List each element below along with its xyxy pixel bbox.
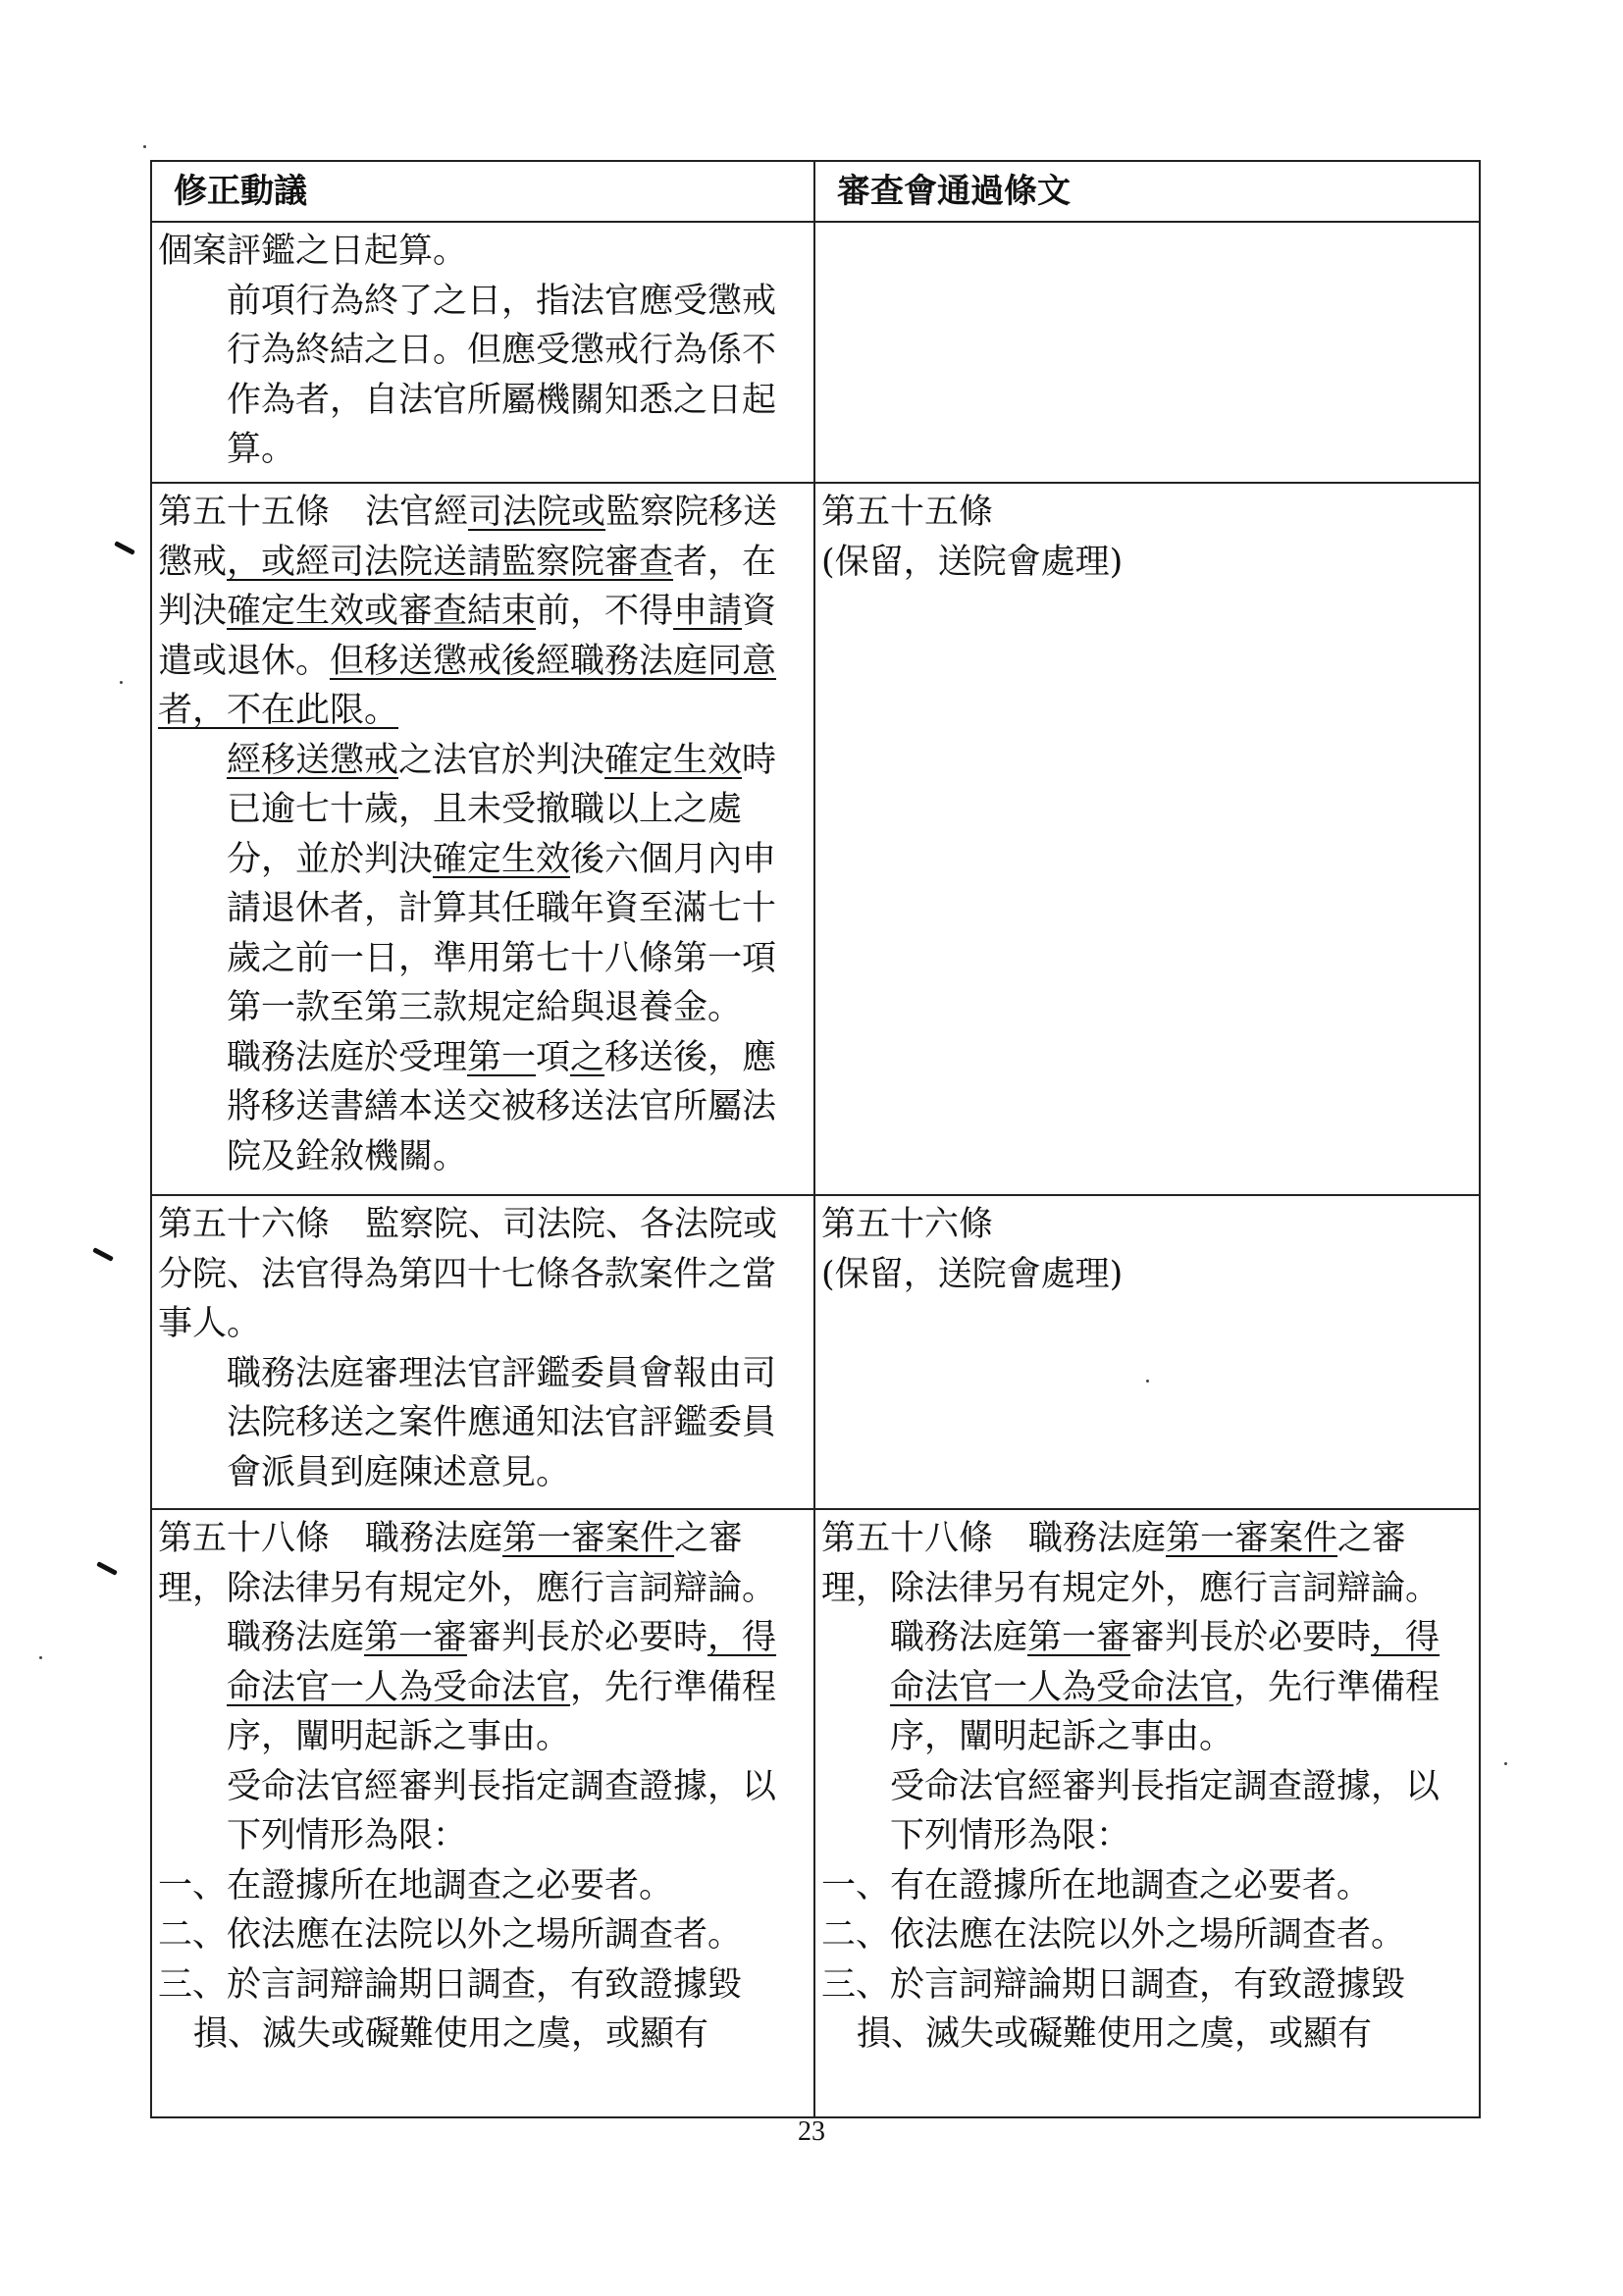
scan-speck xyxy=(39,1656,42,1659)
text-run: 審判長於必要時 xyxy=(1130,1618,1372,1657)
passed-cell xyxy=(814,1509,1480,2117)
article-58-paragraph-1 xyxy=(821,1514,1473,1613)
scan-speck xyxy=(1146,1380,1149,1383)
reserved-note: (保留，送院會處理) xyxy=(821,542,1124,582)
article-55-paragraph-3 xyxy=(158,1033,808,1182)
page-number: 23 xyxy=(798,2116,825,2147)
margin-tick-mark xyxy=(92,1247,114,1262)
scan-speck xyxy=(143,145,146,148)
text-run: 監察院移送懲戒 xyxy=(158,493,778,582)
table-row xyxy=(151,222,1480,483)
underlined-amendment: 確定生效或審查結束 xyxy=(227,592,537,631)
underlined-amendment: 第一審案件 xyxy=(502,1519,675,1558)
text-run: 之審理，除法律另有規定外，應行言詞辯論。 xyxy=(158,1519,777,1608)
list-item: 三、於言詞辯論期日調查，有致證據毀 xyxy=(821,1964,1406,2005)
motion-cell xyxy=(151,222,814,483)
underlined-amendment: ，得命法官一人為受命法官 xyxy=(890,1618,1440,1707)
list-item: 一、有在證據所在地調查之必要者。 xyxy=(821,1865,1372,1905)
text-paragraph: 個案評鑑之日起算。 xyxy=(158,232,468,271)
text-run: ，先行準備程序，闡明起訴之事由。 xyxy=(227,1667,777,1756)
underlined-amendment: 經移送懲戒 xyxy=(227,740,399,780)
article-55-paragraph-2 xyxy=(158,736,808,1033)
article-number: 第五十六條 xyxy=(821,1205,994,1244)
article-number: 第五十八條 xyxy=(158,1519,331,1558)
text-run: 職務法庭 xyxy=(227,1618,365,1657)
motion-cell xyxy=(151,1195,814,1509)
text-run: 職務法庭 xyxy=(365,1519,503,1558)
passed-cell xyxy=(814,483,1480,1195)
list-item: 二、依法應在法院以外之場所調查者。 xyxy=(158,1915,743,1955)
article-56-paragraph-1 xyxy=(158,1200,808,1349)
table-header-row xyxy=(151,161,1480,222)
article-56-paragraph-2: 職務法庭審理法官評鑑委員會報由司法院移送之案件應通知法官評鑑委員會派員到庭陳述意見。 xyxy=(227,1353,777,1492)
text-run: 職務法庭 xyxy=(890,1618,1028,1657)
underlined-amendment: 確定生效 xyxy=(433,839,571,879)
list-item: 二、依法應在法院以外之場所調查者。 xyxy=(821,1915,1406,1955)
text-run: 審判長於必要時 xyxy=(467,1618,708,1657)
underlined-amendment: 申請 xyxy=(673,592,743,631)
header-amendment-motion: 修正動議 xyxy=(151,161,814,222)
underlined-amendment: 但移送懲戒後經職務法庭同意者，不在此限。 xyxy=(158,641,777,730)
underlined-amendment: ，或經司法院送請監察院審查 xyxy=(227,542,674,582)
scan-speck xyxy=(120,681,123,684)
scan-speck xyxy=(1504,1762,1507,1765)
text-run: 時已逾七十歲，且未受撤職以上之處分，並於判決 xyxy=(227,740,777,879)
underlined-amendment: 之 xyxy=(570,1037,605,1077)
table-row xyxy=(151,483,1480,1195)
text-run: 監察院、司法院、各法院或分院、法官得為第四十七條各款案件之當事人。 xyxy=(158,1205,778,1343)
text-run: 職務法庭於受理 xyxy=(227,1037,468,1077)
article-58-paragraph-3: 受命法官經審判長指定調查證據，以下列情形為限： xyxy=(890,1766,1440,1855)
article-number: 第五十六條 xyxy=(158,1205,331,1244)
motion-cell xyxy=(151,483,814,1195)
list-item: 三、於言詞辯論期日調查，有致證據毀 xyxy=(158,1964,743,2005)
text-run: 資遣或退休。 xyxy=(158,592,777,681)
list-item-continuation: 損、滅失或礙難使用之虞，或顯有 xyxy=(857,2014,1373,2054)
article-58-paragraph-2 xyxy=(821,1613,1473,1762)
list-item: 一、在證據所在地調查之必要者。 xyxy=(158,1865,674,1905)
underlined-amendment: 第一 xyxy=(467,1037,537,1077)
header-committee-passed-text: 審查會通過條文 xyxy=(814,161,1480,222)
margin-tick-mark xyxy=(96,1561,118,1576)
underlined-amendment: 第一審 xyxy=(1027,1618,1131,1657)
text-run: 法官經 xyxy=(365,493,469,532)
text-run: 者，在判決 xyxy=(158,542,777,631)
article-number: 第五十八條 xyxy=(821,1519,994,1558)
article-58-paragraph-2 xyxy=(158,1613,808,1762)
article-58-paragraph-1 xyxy=(158,1514,808,1613)
reserved-note: (保留，送院會處理) xyxy=(821,1254,1124,1294)
list-item-continuation: 損、滅失或礙難使用之虞，或顯有 xyxy=(193,2014,709,2054)
underlined-amendment: ，得命法官一人為受命法官 xyxy=(227,1618,777,1707)
table-row xyxy=(151,1195,1480,1509)
article-58-paragraph-3: 受命法官經審判長指定調查證據，以下列情形為限： xyxy=(227,1766,777,1855)
passed-cell-empty xyxy=(814,222,1480,483)
underlined-amendment: 司法院或 xyxy=(468,493,606,532)
text-run: 之審理，除法律另有規定外，應行言詞辯論。 xyxy=(821,1519,1440,1608)
article-number: 第五十五條 xyxy=(821,493,994,532)
motion-cell xyxy=(151,1509,814,2117)
text-run: 後六個月內申請退休者，計算其任職年資至滿七十歲之前一日，準用第七十八條第一項第一款至第三款規定給與退養金。 xyxy=(227,839,777,1027)
underlined-amendment: 第一審案件 xyxy=(1166,1519,1338,1558)
text-run: 之法官於判決 xyxy=(398,740,605,780)
passed-cell xyxy=(814,1195,1480,1509)
underlined-amendment: 確定生效 xyxy=(604,740,743,780)
text-run: 職務法庭 xyxy=(1028,1519,1167,1558)
text-run: 移送後，應將移送書繕本送交被移送法官所屬法院及銓敘機關。 xyxy=(227,1037,777,1176)
text-run: ，先行準備程序，闡明起訴之事由。 xyxy=(890,1667,1440,1756)
text-paragraph: 前項行為終了之日，指法官應受懲戒行為終結之日。但應受懲戒行為係不作為者，自法官所屬機關知悉之日起算。 xyxy=(227,281,777,469)
text-run: 項 xyxy=(536,1037,571,1077)
table-row xyxy=(151,1509,1480,2117)
text-run: 前，不得 xyxy=(536,592,674,631)
comparison-table xyxy=(150,160,1481,2118)
margin-tick-mark xyxy=(114,541,135,555)
underlined-amendment: 第一審 xyxy=(364,1618,468,1657)
article-55-paragraph-1 xyxy=(158,488,808,736)
article-number: 第五十五條 xyxy=(158,493,331,532)
